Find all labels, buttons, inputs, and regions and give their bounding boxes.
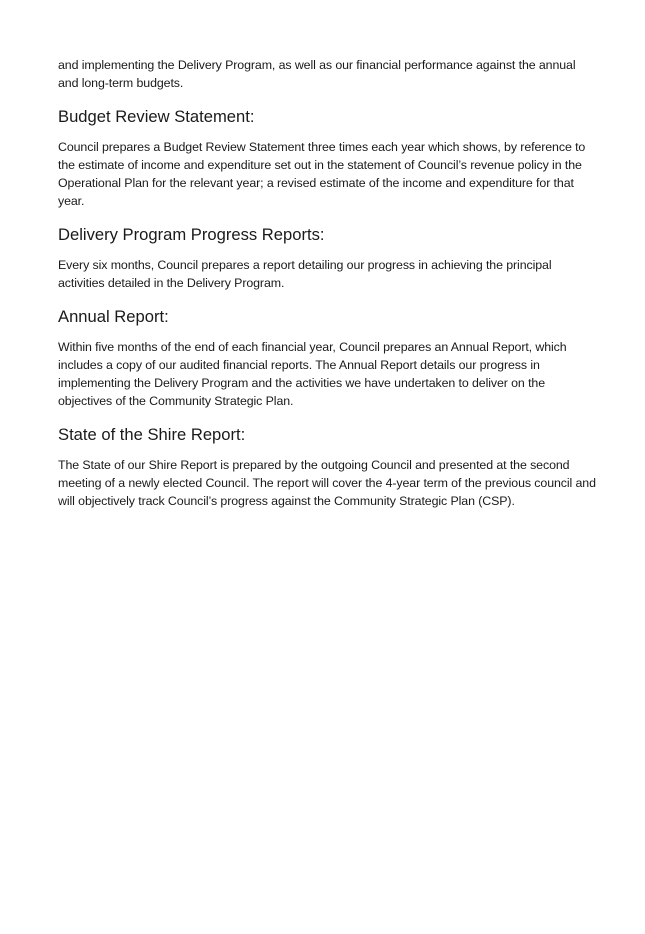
section-heading-state-of-the-shire: State of the Shire Report:	[58, 425, 246, 444]
intro-paragraph: and implementing the Delivery Program, as well as our financial performance against the annual and long-term budgets.	[58, 58, 576, 90]
section-body-budget-review: Council prepares a Budget Review Statement three times each year which shows, by reference to the estimate of income and expenditure set out in the statement of Council’s revenue policy in the Operational Plan for the relevant year; a revised estimate of the income and expenditure for that year.	[58, 140, 586, 208]
section-body-state-of-the-shire: The State of our Shire Report is prepared by the outgoing Council and presented at the second meeting of a newly elected Council. The report will cover the 4-year term of the previous council and will objectively track Council’s progress against the Community Strategic Plan (CSP).	[58, 458, 596, 508]
section-body-delivery-program-progress: Every six months, Council prepares a report detailing our progress in achieving the principal activities detailed in the Delivery Program.	[58, 258, 552, 290]
section-heading-delivery-program-progress: Delivery Program Progress Reports:	[58, 225, 325, 244]
section-heading-budget-review: Budget Review Statement:	[58, 107, 255, 126]
section-heading-annual-report: Annual Report:	[58, 307, 169, 326]
document-page	[58, 56, 598, 510]
section-body-annual-report: Within five months of the end of each financial year, Council prepares an Annual Report, which includes a copy of our audited financial reports. The Annual Report details our progress in implementing the Delivery Program and the activities we have undertaken to deliver on the objectives of the Community Strategic Plan.	[58, 340, 567, 408]
